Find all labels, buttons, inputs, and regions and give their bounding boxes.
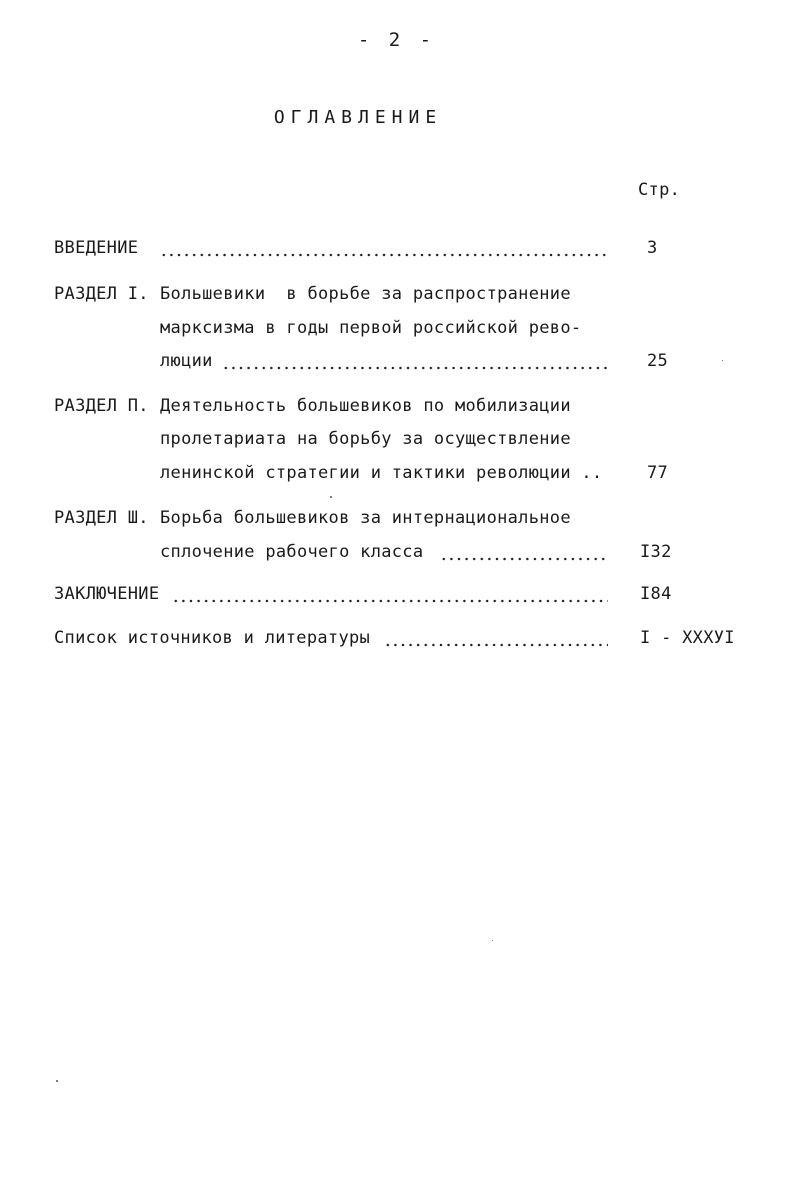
toc-section-label: РАЗДЕЛ I. — [54, 284, 149, 304]
toc-page-ref: 77 — [647, 463, 669, 483]
toc-entry-line: пролетариата на борьбу за осуществление — [160, 429, 571, 449]
toc-page-ref: 3 — [647, 238, 658, 258]
toc-page-ref: 25 — [647, 351, 669, 371]
toc-entry-introduction: ВВЕДЕНИЕ — [54, 238, 139, 258]
toc-page-ref: I - XXXУI — [640, 628, 735, 648]
page-number: - 2 - — [357, 29, 436, 51]
page-title: ОГЛАВЛЕНИЕ — [273, 107, 443, 128]
toc-entry-line: ленинской стратегии и тактики революции .. — [160, 463, 603, 483]
toc-leader-dots — [440, 542, 608, 562]
toc-entry-line: сплочение рабочего класса — [160, 542, 424, 562]
scan-speck — [56, 1080, 58, 1082]
toc-page-ref: I84 — [640, 584, 672, 604]
toc-leader-dots — [222, 351, 608, 371]
toc-page-ref: I32 — [640, 542, 672, 562]
toc-entry-conclusion: ЗАКЛЮЧЕНИЕ — [54, 584, 160, 604]
page-column-header: Стр. — [638, 180, 681, 200]
toc-entry-line: Деятельность большевиков по мобилизации — [160, 396, 571, 416]
toc-entry-line: люции — [160, 351, 213, 371]
toc-leader-dots — [172, 584, 608, 604]
toc-leader-dots — [384, 628, 608, 648]
toc-section-label: РАЗДЕЛ Ш. — [54, 508, 149, 528]
scan-speck — [492, 940, 493, 941]
toc-entry-line: Большевики в борьбе за распространение — [160, 284, 571, 304]
scan-speck — [722, 360, 723, 361]
toc-leader-dots — [160, 238, 608, 258]
toc-entry-line: марксизма в годы первой российской рево- — [160, 318, 582, 338]
scan-speck — [330, 496, 332, 498]
toc-entry-line: Борьба большевиков за интернациональное — [160, 508, 571, 528]
toc-section-label: РАЗДЕЛ П. — [54, 396, 149, 416]
toc-entry-sources: Список источников и литературы — [54, 628, 371, 648]
